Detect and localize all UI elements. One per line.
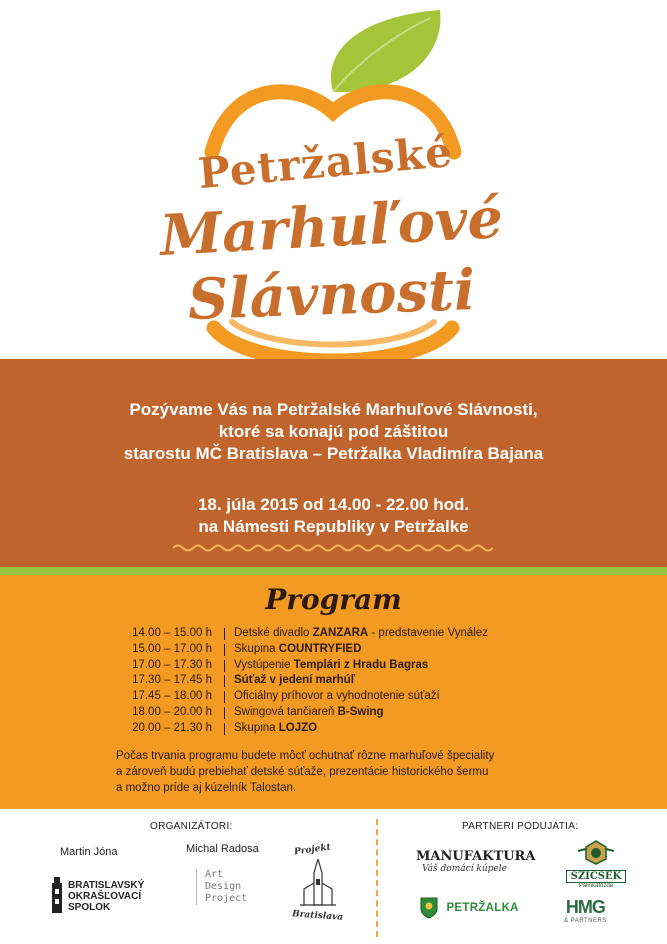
organizers-heading: ORGANIZÁTORI: xyxy=(150,821,233,832)
projekt-bratislava-logo: Projekt Bratislava xyxy=(291,842,344,923)
title-marhulove: Marhuľové xyxy=(158,185,505,269)
schedule-row xyxy=(110,642,560,658)
schedule-time: 17.45 – 18.00 h xyxy=(132,690,212,703)
hmg-logo: HMG & PARTNERS xyxy=(564,897,607,924)
invitation-line-1: Pozývame Vás na Petržalské Marhuľové Slávnosti, xyxy=(129,400,538,419)
schedule-event: Skupina COUNTRYFIED xyxy=(234,642,362,655)
event-info xyxy=(0,494,667,538)
art-design-project-logo: Art Design Project xyxy=(196,869,247,905)
program-footnote xyxy=(116,748,576,796)
schedule-time: 20.00 – 21.30 h xyxy=(132,721,212,734)
title-slavnosti: Slávnosti xyxy=(186,257,477,333)
program-band xyxy=(0,575,667,809)
schedule-row xyxy=(110,689,560,705)
invitation-band xyxy=(0,359,667,567)
schedule-separator xyxy=(224,707,225,719)
schedule-separator xyxy=(224,660,225,672)
schedule-event: Skupina LOJZO xyxy=(234,721,318,734)
manufaktura-logo: MANUFAKTURA Váš domácí kúpele xyxy=(416,849,536,874)
invitation-line-3: starostu MČ Bratislava – Petržalka Vladimíra Bajana xyxy=(123,444,544,463)
event-place: na Námesti Republiky v Petržalke xyxy=(198,517,469,536)
schedule-row xyxy=(110,673,560,689)
partners-heading: PARTNERI PODUJATIA: xyxy=(462,821,579,832)
program-title: Program xyxy=(265,583,402,616)
title-petrzalske: Petržalské xyxy=(196,126,455,199)
schedule xyxy=(110,626,560,737)
schedule-time: 17.30 – 17.45 h xyxy=(132,674,212,687)
petrzalka-logo: PETRŽALKA xyxy=(420,897,519,919)
schedule-time: 14.00 – 15.00 h xyxy=(132,627,212,639)
schedule-separator xyxy=(224,675,225,687)
schedule-event: Súťaž v jedení marhúľ xyxy=(234,674,356,687)
leaf-icon xyxy=(331,10,440,92)
schedule-time: 18.00 – 20.00 h xyxy=(132,705,212,718)
wave-divider xyxy=(173,543,493,553)
schedule-time: 17.00 – 17.30 h xyxy=(132,658,212,671)
footer xyxy=(0,809,667,944)
schedule-row xyxy=(110,721,560,737)
footnote-line-2: a zároveň budú prebiehať detské súťaže, prezentácie historického šermu xyxy=(116,766,489,778)
schedule-event: Oficiálny príhovor a vyhodnotenie súťaží xyxy=(234,690,440,703)
szicsek-crest-icon xyxy=(576,839,616,865)
invitation-line-2: ktoré sa konajú pod záštitou xyxy=(218,422,449,441)
schedule-separator xyxy=(224,628,225,640)
footnote-line-3: a možno príde aj kúzelník Talostan. xyxy=(116,782,297,794)
schedule-event: Detské divadlo ZANZARA - predstavenie Vynález xyxy=(234,627,488,639)
schedule-row xyxy=(110,705,560,721)
organizer-martin-jona: Martin Jóna xyxy=(60,846,118,858)
organizer-michal-radosa: Michal Radosa xyxy=(186,843,259,855)
tower-icon xyxy=(50,877,64,915)
footer-divider xyxy=(376,819,378,937)
schedule-separator xyxy=(224,723,225,735)
footnote-line-1: Počas trvania programu budete môcť ochutnať rôzne marhuľové špeciality xyxy=(116,750,495,762)
schedule-event: Swingová tančiareň B-Swing xyxy=(234,705,384,718)
green-stripe xyxy=(0,567,667,575)
szicsek-logo: SZICSEK Pálinkafőzde xyxy=(566,839,626,889)
event-date-time: 18. júla 2015 od 14.00 - 22.00 hod. xyxy=(197,495,470,514)
invitation-text xyxy=(0,399,667,465)
schedule-row xyxy=(110,658,560,674)
schedule-separator xyxy=(224,644,225,656)
petrzalka-crest-icon xyxy=(420,897,438,919)
bos-text: BRATISLAVSKÝ OKRAŠĽOVACÍ SPOLOK xyxy=(68,880,145,913)
schedule-time: 15.00 – 17.00 h xyxy=(132,642,212,655)
cathedral-icon xyxy=(298,859,338,909)
schedule-row xyxy=(110,626,560,642)
schedule-separator xyxy=(224,691,225,703)
schedule-event: Vystúpenie Templári z Hradu Bagras xyxy=(234,658,429,671)
